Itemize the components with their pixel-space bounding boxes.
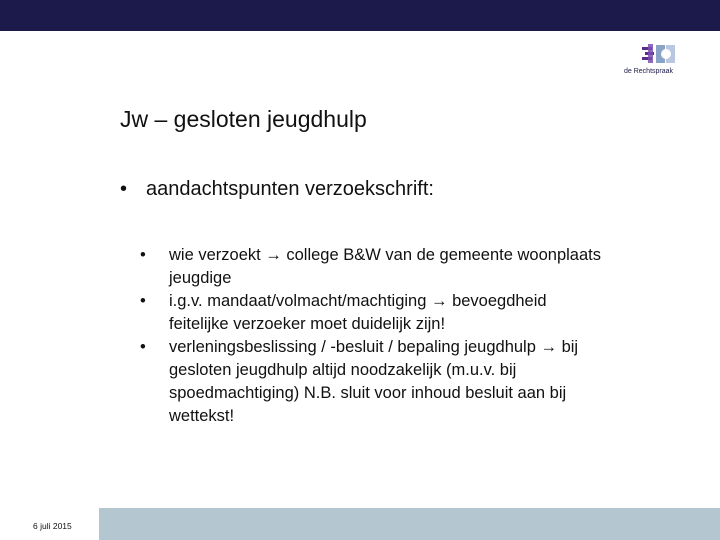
main-bullet-text: aandachtspunten verzoekschrift: (146, 178, 434, 200)
main-bullet (120, 178, 434, 201)
bottom-banner (0, 508, 720, 540)
bullet-dot: • (120, 178, 128, 200)
top-banner (0, 0, 720, 31)
slide-title: Jw – gesloten jeugdhulp (120, 106, 367, 132)
rechtspraak-logo (624, 44, 694, 80)
footer-date: 6 juli 2015 (33, 521, 72, 531)
logo-text: de Rechtspraak (624, 68, 674, 75)
sub-bullet-text: wie verzoekt → college B&W van de gemeente woonplaats jeugdige (169, 246, 601, 287)
bullet-dot: • (140, 292, 146, 310)
bullet-dot: • (140, 338, 146, 356)
sub-bullet-item (140, 336, 610, 428)
sub-bullet-item (140, 244, 610, 290)
sub-bullet-item (140, 290, 610, 336)
rechtspraak-logo-icon (642, 44, 676, 66)
sub-bullet-text: verleningsbeslissing / -besluit / bepaling jeugdhulp → bij gesloten jeugdhulp altijd noodzakelijk (m.u.v. bij spoedmachtiging) N.B. sluit voor inhoud besluit aan bij wettekst! (169, 338, 579, 425)
sub-bullet-text: i.g.v. mandaat/volmacht/machtiging → bevoegdheid feitelijke verzoeker moet duidelijk zijn! (169, 292, 547, 333)
bullet-dot: • (140, 246, 146, 264)
sub-bullet-list (140, 244, 610, 428)
